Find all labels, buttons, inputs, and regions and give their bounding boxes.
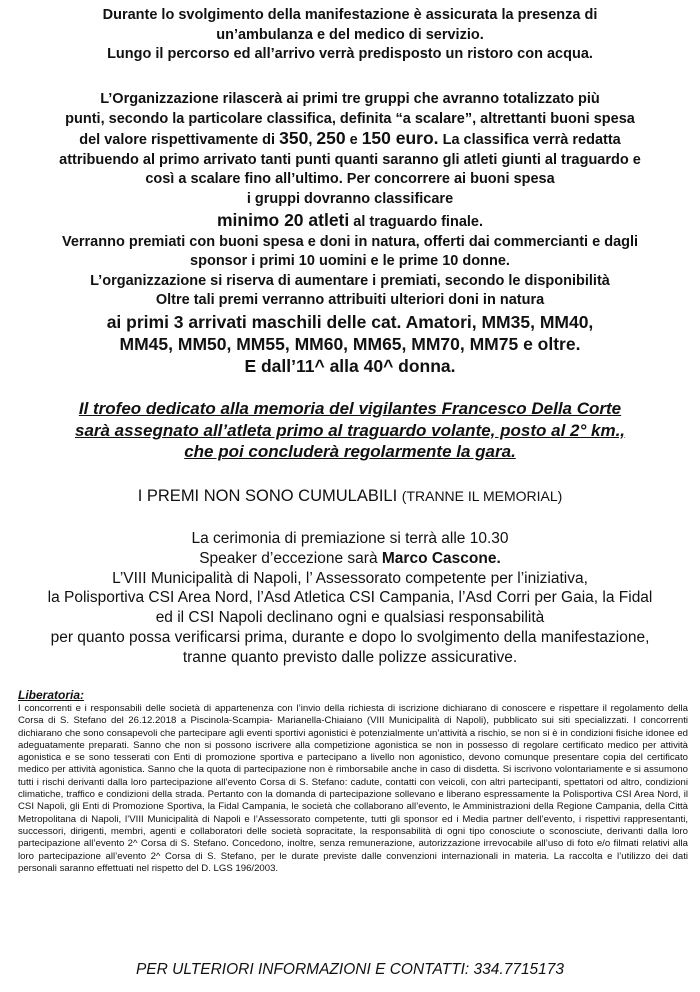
services-line: Durante lo svolgimento della manifestazione è assicurata la presenza di xyxy=(102,7,598,23)
prizes-section xyxy=(6,90,694,377)
services-line: Lungo il percorso ed all’arrivo verrà predisposto un ristoro con acqua. xyxy=(107,46,593,62)
prizes-line: L’organizzazione si riserva di aumentare i premiati, secondo le disponibilità xyxy=(90,272,610,289)
prizes-text: La classifica verrà redatta xyxy=(438,132,621,148)
ceremony-line: La cerimonia di premiazione si terrà alle 10.30 xyxy=(191,530,509,547)
contacts-label: PER ULTERIORI INFORMAZIONI E CONTATTI: xyxy=(135,961,470,978)
categories-line: MM45, MM50, MM55, MM60, MM65, MM70, MM75 e oltre. xyxy=(119,333,581,354)
prize-value-first: 350 xyxy=(279,128,309,148)
trophy-line: Il trofeo dedicato alla memoria del vigilantes Francesco Della Corte xyxy=(78,399,622,418)
disclaimer-line: la Polisportiva CSI Area Nord, l’Asd Atletica CSI Campania, l’Asd Corri per Gaia, la Fidal xyxy=(47,589,653,607)
contacts-phone: 334.7715173 xyxy=(473,961,565,978)
prizes-text: del valore rispettivamente di xyxy=(79,132,280,148)
trophy-line: che poi concluderà regolarmente la gara. xyxy=(184,442,516,461)
minimum-athletes-line xyxy=(6,209,694,233)
services-line: un’ambulanza e del medico di servizio. xyxy=(216,26,484,43)
non-cumulative-notice xyxy=(0,487,700,506)
disclaimer-line: L’VIII Municipalità di Napoli, l’ Assessorato competente per l’iniziativa, xyxy=(112,569,588,587)
trophy-section xyxy=(12,398,688,463)
prize-value-second: 250 xyxy=(316,128,346,148)
disclaimer-line: ed il CSI Napoli declinano ogni e qualsiasi responsabilità xyxy=(155,609,545,627)
speaker-line xyxy=(6,549,694,569)
prizes-line: L’Organizzazione rilascerà ai primi tre gruppi che avranno totalizzato più xyxy=(100,91,600,107)
prizes-line: sponsor i primi 10 uomini e le prime 10 donne. xyxy=(190,253,510,269)
ceremony-section xyxy=(6,529,694,668)
prize-value-third: 150 euro. xyxy=(361,128,439,148)
prizes-values-line xyxy=(6,129,694,151)
speaker-name: Marco Cascone. xyxy=(381,549,501,567)
prizes-line: Verranno premiati con buoni spesa e doni in natura, offerti dai commercianti e dagli xyxy=(61,233,639,250)
disclaimer-line: tranne quanto previsto dalle polizze assicurative. xyxy=(182,648,518,666)
prizes-line: così a scalare fino all’ultimo. Per concorrere ai buoni spesa xyxy=(145,171,555,187)
services-info xyxy=(10,6,690,65)
contacts-footer xyxy=(0,961,700,979)
minimum-athletes: minimo 20 atleti xyxy=(216,210,350,230)
liberatoria-section xyxy=(18,688,688,875)
categories-line: ai primi 3 arrivati maschili delle cat. Amatori, MM35, MM40, xyxy=(106,311,594,332)
prizes-line: punti, secondo la particolare classifica, definita “a scalare”, altrettanti buoni spesa xyxy=(65,110,635,127)
liberatoria-title: Liberatoria: xyxy=(18,688,85,702)
prizes-line: Oltre tali premi verranno attribuiti ulteriori doni in natura xyxy=(155,292,545,308)
speaker-label: Speaker d’eccezione sarà xyxy=(199,549,382,567)
prizes-line: attribuendo al primo arrivato tanti punti quanti saranno gli atleti giunti al traguardo e xyxy=(59,151,641,168)
prizes-separator: e xyxy=(345,132,362,148)
trophy-line: sarà assegnato all’atleta primo al traguardo volante, posto al 2° km., xyxy=(74,420,626,440)
liberatoria-text: I concorrenti e i responsabili delle società di appartenenza con l’invio della richiesta di iscrizione dichiarano di conoscere e rispettare il regolamento della Corsa di S. Stefano del 26.12.2018 a Piscinola-Scampia- Marianella-Chiaiano (VIII Municipalità di Napoli), pubblicato sui siti specializzati. I concorrenti dichiarano che sono consapevoli che partecipare agli eventi sportivi agonistici è potenzialmente un’attività a rischio, se non si è in condizioni fisiche idonee ed adeguatamente preparati. Sanno che non si possono iscrivere alla competizione agonistica se non in possesso di regolare certificato medico per attività agonistica e se sono tesserati con Enti di promozione sportiva e partecipano a livello non agonistico, devono comunque presentare copia del certificato medico per attività agonistica. Sanno che la quota di partecipazione non è rimborsabile anche in caso di disdetta. Si iscrivono volontariamente e si assumono tutti i rischi derivanti dalla loro partecipazione all’evento Corsa di S. Stefano: cadute, contatti con veicoli, con altri partecipanti, spettatori od altro, condizioni climatiche, traffico e condizioni della strada. Pertanto con la domanda di partecipazione sollevano e liberano espressamente la Polisportiva CSI Area Nord, il CSI Napoli, gli Enti di Promozione Sportiva, la Fidal Campania, le società che collaborano all’evento, le Amministrazioni della Regione Campania, della Città Metropolitana di Napoli, l’VIII Municipalità di Napoli e l’Assessorato competente, tutti gli sponsor ed i Media partner dell’evento, i rispettivi rappresentanti, successori, dirigenti, membri, agenti e collaboratori delle società sopracitate, la responsabilità di ogni tipo conosciute o sconosciute, derivanti dalla loro partecipazione all’evento 2^ Corsa di S. Stefano. Concedono, inoltre, senza remunerazione, autorizzazione irrevocabile all’uso di foto e/o filmati relativi alla loro partecipazione all’evento 2^ Corsa di S. Stefano, per le durate previste dalle convenzioni internazionali in materia. La raccolta e l’utilizzo dei dati personali saranno effettuati nel rispetto del D. LGS 196/2003. xyxy=(18,703,688,874)
disclaimer-line: per quanto possa verificarsi prima, durante e dopo lo svolgimento della manifestazione, xyxy=(50,628,650,646)
women-prizes-line: E dall’11^ alla 40^ donna. xyxy=(244,355,456,376)
prizes-text: al traguardo finale. xyxy=(349,214,483,230)
non-cumulative-text: I PREMI NON SONO CUMULABILI xyxy=(137,487,398,505)
prizes-separator: , xyxy=(308,132,317,148)
non-cumulative-note: (TRANNE IL MEMORIAL) xyxy=(401,488,563,504)
prizes-line: i gruppi dovranno classificare xyxy=(246,190,454,207)
